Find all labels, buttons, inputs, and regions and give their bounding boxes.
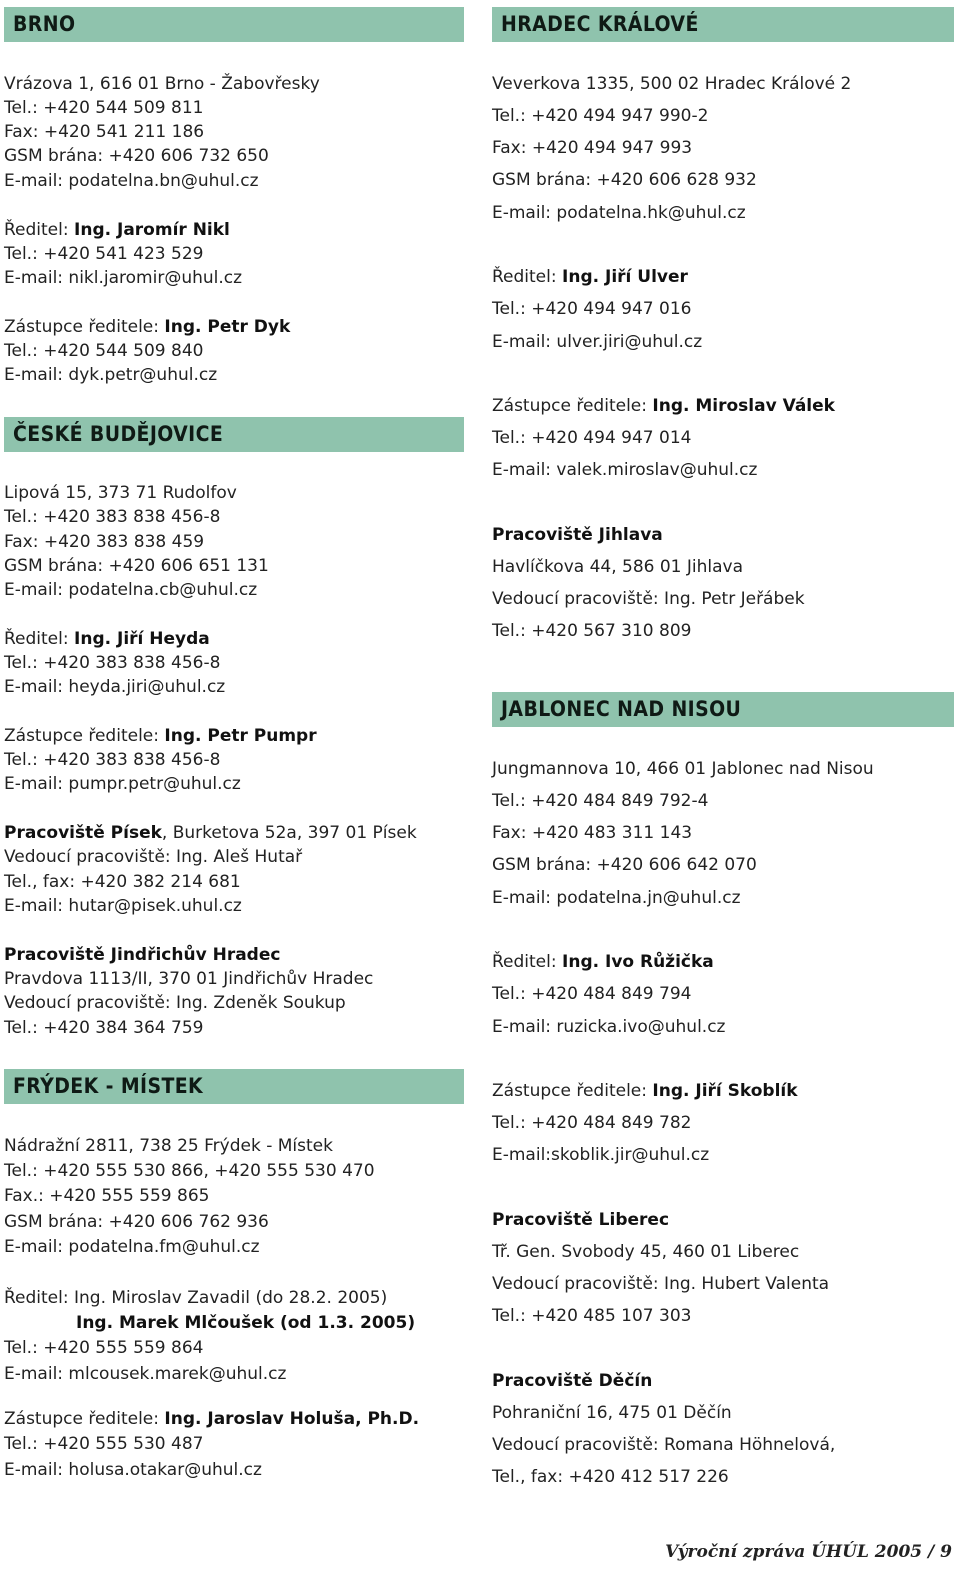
jablonec-deputy-email: E-mail:skoblik.jir@uhul.cz <box>492 1145 710 1165</box>
hradec-director <box>492 266 688 288</box>
jablonec-gsm: GSM brána: +420 606 642 070 <box>492 855 757 875</box>
deputy-name: Ing. Miroslav Válek <box>652 396 835 416</box>
deputy-name: Ing. Jaroslav Holuša, Ph.D. <box>164 1409 420 1429</box>
deputy-label: Zástupce ředitele: <box>4 1409 165 1429</box>
deputy-label: Zástupce ředitele: <box>492 396 653 416</box>
decin-tel: Tel., fax: +420 412 517 226 <box>492 1467 729 1487</box>
budejovice-fax: Fax: +420 383 838 459 <box>4 532 205 552</box>
decin-office-name: Pracoviště Děčín <box>492 1371 653 1391</box>
brno-director <box>4 219 230 241</box>
pisek-email: E-mail: hutar@pisek.uhul.cz <box>4 896 242 916</box>
liberec-office-name: Pracoviště Liberec <box>492 1210 670 1230</box>
director-label: Ředitel: <box>492 267 563 287</box>
director-label: Ředitel: <box>492 952 563 972</box>
jablonec-address: Jungmannova 10, 466 01 Jablonec nad Nisou <box>492 759 874 779</box>
jh-tel: Tel.: +420 384 364 759 <box>4 1018 204 1038</box>
hradec-gsm: GSM brána: +420 606 628 932 <box>492 170 757 190</box>
hradec-director-email: E-mail: ulver.jiri@uhul.cz <box>492 332 703 352</box>
liberec-head: Vedoucí pracoviště: Ing. Hubert Valenta <box>492 1274 830 1294</box>
jihlava-head: Vedoucí pracoviště: Ing. Petr Jeřábek <box>492 589 805 609</box>
decin-address: Pohraniční 16, 475 01 Děčín <box>492 1403 732 1423</box>
deputy-name: Ing. Jiří Skoblík <box>652 1081 798 1101</box>
frydek-director: Ředitel: Ing. Miroslav Zavadil (do 28.2. 2005) <box>4 1288 388 1308</box>
frydek-director-tel: Tel.: +420 555 559 864 <box>4 1338 204 1358</box>
director-name: Ing. Ivo Růžička <box>562 952 714 972</box>
hradec-email: E-mail: podatelna.hk@uhul.cz <box>492 203 746 223</box>
jablonec-heading: JABLONEC NAD NISOU <box>492 692 954 727</box>
budejovice-email: E-mail: podatelna.cb@uhul.cz <box>4 580 258 600</box>
pisek-tel: Tel., fax: +420 382 214 681 <box>4 872 241 892</box>
budejovice-gsm: GSM brána: +420 606 651 131 <box>4 556 269 576</box>
budejovice-director-tel: Tel.: +420 383 838 456-8 <box>4 653 221 673</box>
jablonec-tel: Tel.: +420 484 849 792-4 <box>492 791 709 811</box>
brno-deputy-email: E-mail: dyk.petr@uhul.cz <box>4 365 218 385</box>
director-label: Ředitel: <box>4 220 75 240</box>
brno-fax: Fax: +420 541 211 186 <box>4 122 205 142</box>
jablonec-deputy <box>492 1080 798 1102</box>
budejovice-tel: Tel.: +420 383 838 456-8 <box>4 507 221 527</box>
jablonec-director <box>492 951 714 973</box>
hradec-tel: Tel.: +420 494 947 990-2 <box>492 106 709 126</box>
brno-tel: Tel.: +420 544 509 811 <box>4 98 204 118</box>
director-period: (od 1.3. 2005) <box>274 1313 416 1333</box>
frydek-fax: Fax.: +420 555 559 865 <box>4 1186 210 1206</box>
page-footer: Výroční zpráva ÚHÚL 2005 / 9 <box>665 1542 952 1562</box>
brno-deputy <box>4 316 290 338</box>
jh-head: Vedoucí pracoviště: Ing. Zdeněk Soukup <box>4 993 346 1013</box>
hradec-fax: Fax: +420 494 947 993 <box>492 138 693 158</box>
brno-director-email: E-mail: nikl.jaromir@uhul.cz <box>4 268 243 288</box>
director-name: Ing. Jiří Heyda <box>74 629 210 649</box>
deputy-label: Zástupce ředitele: <box>4 317 165 337</box>
liberec-tel: Tel.: +420 485 107 303 <box>492 1306 692 1326</box>
hradec-deputy-email: E-mail: valek.miroslav@uhul.cz <box>492 460 758 480</box>
liberec-address: Tř. Gen. Svobody 45, 460 01 Liberec <box>492 1242 800 1262</box>
jablonec-director-tel: Tel.: +420 484 849 794 <box>492 984 692 1004</box>
budejovice-heading: ČESKÉ BUDĚJOVICE <box>4 417 464 452</box>
frydek-deputy-email: E-mail: holusa.otakar@uhul.cz <box>4 1460 262 1480</box>
pisek-head: Vedoucí pracoviště: Ing. Aleš Hutař <box>4 847 303 867</box>
budejovice-director-email: E-mail: heyda.jiri@uhul.cz <box>4 677 226 697</box>
frydek-address: Nádražní 2811, 738 25 Frýdek - Místek <box>4 1136 333 1156</box>
deputy-label: Zástupce ředitele: <box>4 726 165 746</box>
brno-gsm: GSM brána: +420 606 732 650 <box>4 146 269 166</box>
deputy-name: Ing. Petr Pumpr <box>164 726 317 746</box>
jihlava-address: Havlíčkova 44, 586 01 Jihlava <box>492 557 744 577</box>
jablonec-deputy-tel: Tel.: +420 484 849 782 <box>492 1113 692 1133</box>
frydek-director-email: E-mail: mlcousek.marek@uhul.cz <box>4 1364 287 1384</box>
hradec-address: Veverkova 1335, 500 02 Hradec Králové 2 <box>492 74 852 94</box>
brno-director-tel: Tel.: +420 541 423 529 <box>4 244 204 264</box>
frydek-gsm: GSM brána: +420 606 762 936 <box>4 1212 269 1232</box>
budejovice-address: Lipová 15, 373 71 Rudolfov <box>4 483 237 503</box>
decin-head: Vedoucí pracoviště: Romana Höhnelová, <box>492 1435 836 1455</box>
frydek-heading: FRÝDEK - MÍSTEK <box>4 1069 464 1104</box>
office-address: , Burketova 52a, 397 01 Písek <box>161 823 417 843</box>
brno-email: E-mail: podatelna.bn@uhul.cz <box>4 171 259 191</box>
jablonec-fax: Fax: +420 483 311 143 <box>492 823 693 843</box>
frydek-deputy <box>4 1408 419 1430</box>
brno-heading: BRNO <box>4 7 464 42</box>
budejovice-deputy <box>4 725 317 747</box>
frydek-tel: Tel.: +420 555 530 866, +420 555 530 470 <box>4 1161 375 1181</box>
jablonec-director-email: E-mail: ruzicka.ivo@uhul.cz <box>492 1017 726 1037</box>
pisek-office <box>4 822 417 844</box>
brno-address: Vrázova 1, 616 01 Brno - Žabovřesky <box>4 74 320 94</box>
brno-deputy-tel: Tel.: +420 544 509 840 <box>4 341 204 361</box>
director-name: Ing. Jiří Ulver <box>562 267 688 287</box>
hradec-deputy <box>492 395 835 417</box>
budejovice-deputy-email: E-mail: pumpr.petr@uhul.cz <box>4 774 241 794</box>
jihlava-office-name: Pracoviště Jihlava <box>492 525 663 545</box>
jablonec-email: E-mail: podatelna.jn@uhul.cz <box>492 888 741 908</box>
jh-office-name: Pracoviště Jindřichův Hradec <box>4 945 281 965</box>
frydek-director-2 <box>4 1312 415 1334</box>
jihlava-tel: Tel.: +420 567 310 809 <box>492 621 692 641</box>
jh-address: Pravdova 1113/II, 370 01 Jindřichův Hradec <box>4 969 374 989</box>
hradec-deputy-tel: Tel.: +420 494 947 014 <box>492 428 692 448</box>
hradec-director-tel: Tel.: +420 494 947 016 <box>492 299 692 319</box>
budejovice-director <box>4 628 210 650</box>
director-name: Ing. Jaromír Nikl <box>74 220 230 240</box>
director-name: Ing. Marek Mlčoušek <box>76 1313 275 1333</box>
deputy-name: Ing. Petr Dyk <box>164 317 291 337</box>
hradec-heading: HRADEC KRÁLOVÉ <box>492 7 954 42</box>
director-label: Ředitel: <box>4 629 75 649</box>
deputy-label: Zástupce ředitele: <box>492 1081 653 1101</box>
frydek-deputy-tel: Tel.: +420 555 530 487 <box>4 1434 204 1454</box>
budejovice-deputy-tel: Tel.: +420 383 838 456-8 <box>4 750 221 770</box>
office-name: Pracoviště Písek <box>4 823 162 843</box>
frydek-email: E-mail: podatelna.fm@uhul.cz <box>4 1237 260 1257</box>
